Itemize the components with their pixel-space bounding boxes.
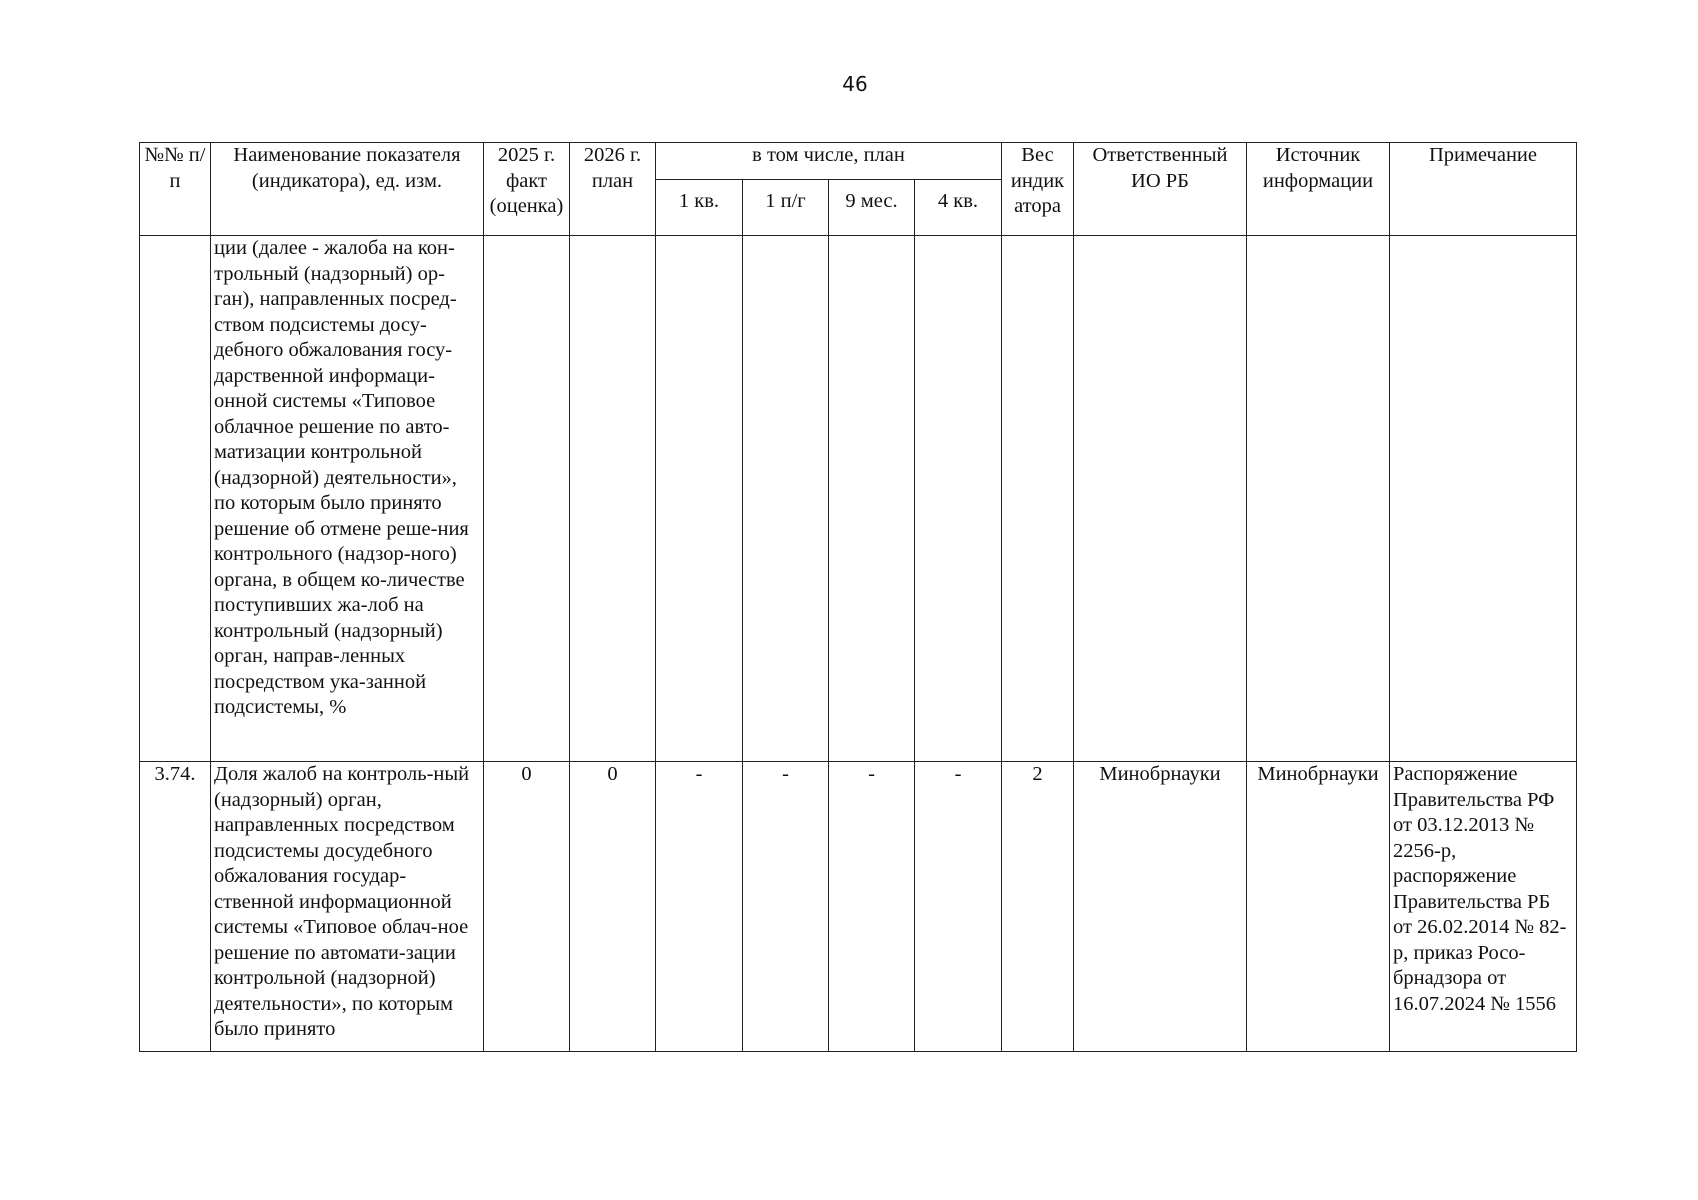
cell-source <box>1247 236 1390 762</box>
cell-h1: - <box>743 762 829 1052</box>
cell-name: Доля жалоб на контроль-ный (надзорный) орган, направленных посредством подсистемы досудебного обжалования государ-ственной информационной системы «Типовое облач-ное решение по автомати-зации контрольной (надзорной) деятельности», по которым было принято <box>211 762 484 1052</box>
cell-note: Распоряжение Правительства РФ от 03.12.2013 № 2256-р, распоряжение Правительства РБ от 26.02.2014 № 82-р, приказ Росо-брнадзора от 16.07.2024 № 1556 <box>1390 762 1577 1052</box>
header-weight: Вес индик атора <box>1002 143 1074 236</box>
header-2025: 2025 г. факт (оценка) <box>484 143 570 236</box>
cell-name: ции (далее - жалоба на кон-трольный (надзорный) ор-ган), направленных посред-ством подсистемы досу-дебного обжалования госу-дарственной информаци-онной системы «Типовое облачное решение по авто-матизации контрольной (надзорной) деятельности», по которым было принято решение об отмене реше-ния контрольного (надзор-ного) органа, в общем ко-личестве поступивших жа-лоб на контрольный (надзорный) орган, направ-ленных посредством ука-занной подсистемы, % <box>211 236 484 762</box>
cell-2026 <box>570 236 656 762</box>
indicators-table <box>139 142 1577 1052</box>
header-name: Наименование показателя (индикатора), ед. изм. <box>211 143 484 236</box>
cell-responsible <box>1074 236 1247 762</box>
header-responsible: Ответственный ИО РБ <box>1074 143 1247 236</box>
page-number: 46 <box>842 72 868 96</box>
header-note: Примечание <box>1390 143 1577 236</box>
cell-responsible: Минобрнауки <box>1074 762 1247 1052</box>
header-row <box>140 143 1577 180</box>
header-num: №№ п/п <box>140 143 211 236</box>
header-h1: 1 п/г <box>743 180 829 236</box>
cell-source: Минобрнауки <box>1247 762 1390 1052</box>
cell-2025: 0 <box>484 762 570 1052</box>
cell-note <box>1390 236 1577 762</box>
cell-2026: 0 <box>570 762 656 1052</box>
cell-9m: - <box>829 762 915 1052</box>
header-2026: 2026 г. план <box>570 143 656 236</box>
cell-q4: - <box>915 762 1002 1052</box>
cell-q1: - <box>656 762 743 1052</box>
cell-num: 3.74. <box>140 762 211 1052</box>
cell-weight: 2 <box>1002 762 1074 1052</box>
cell-2025 <box>484 236 570 762</box>
header-q4: 4 кв. <box>915 180 1002 236</box>
header-q1: 1 кв. <box>656 180 743 236</box>
cell-num <box>140 236 211 762</box>
header-9m: 9 мес. <box>829 180 915 236</box>
table-row <box>140 762 1577 1052</box>
header-plan-group: в том числе, план <box>656 143 1002 180</box>
table-row <box>140 236 1577 762</box>
header-source: Источник информации <box>1247 143 1390 236</box>
cell-weight <box>1002 236 1074 762</box>
cell-h1 <box>743 236 829 762</box>
cell-9m <box>829 236 915 762</box>
cell-q1 <box>656 236 743 762</box>
cell-q4 <box>915 236 1002 762</box>
